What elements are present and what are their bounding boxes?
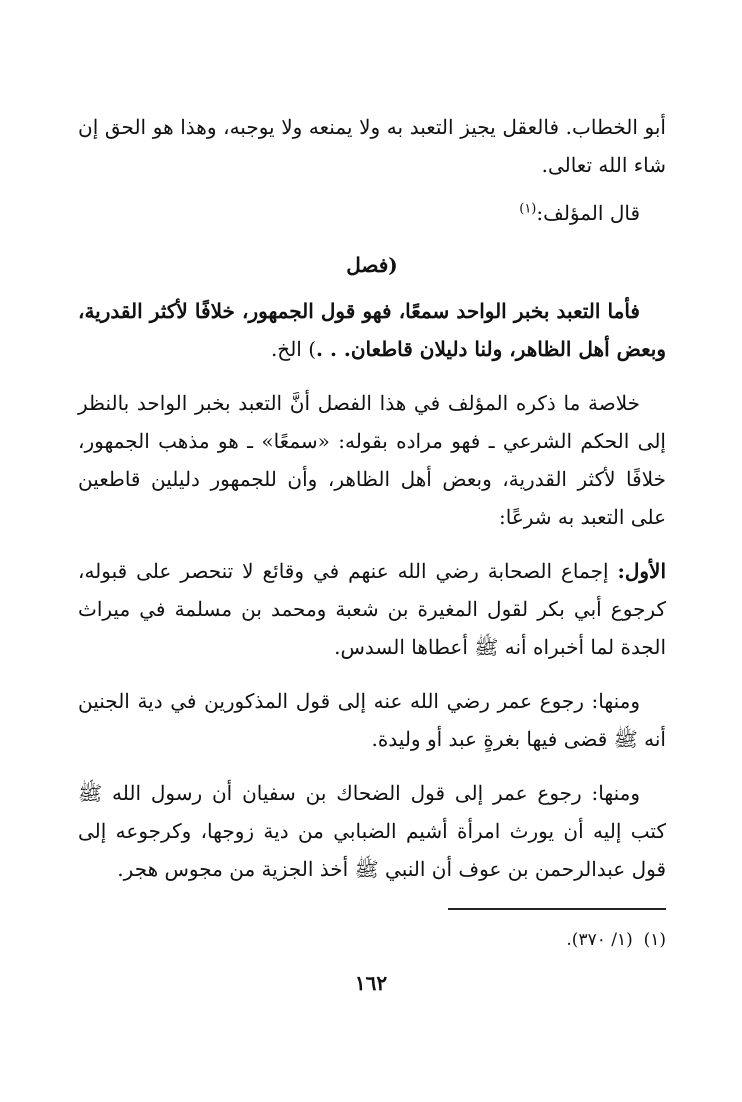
- paragraph-third-evidence: ومنها: رجوع عمر إلى قول الضحاك بن سفيان أن رسول الله ﷺ كتب إليه أن يورث امرأة أشيم الضبابي من دية زوجها، وكرجوعه إلى قول عبدالرحمن بن عوف أن النبي ﷺ أخذ الجزية من مجوس هجر.: [78, 781, 666, 881]
- paragraph-opening: أبو الخطاب. فالعقل يجيز التعبد به ولا يمنعه ولا يوجبه، وهذا هو الحق إن شاء الله تعالى.: [78, 115, 666, 177]
- footnote-ref: (١): [519, 201, 537, 217]
- paragraph-second-evidence: ومنها: رجوع عمر رضي الله عنه إلى قول المذكورين في دية الجنين أنه ﷺ قضى فيها بغرةٍ عبد أو وليدة.: [78, 689, 666, 751]
- footnote: [400, 926, 666, 954]
- footnote-divider: [448, 908, 666, 910]
- footnote-text: (١/ ٣٧٠).: [566, 930, 633, 950]
- page-body: [78, 108, 666, 888]
- author-line: [78, 194, 666, 232]
- quoted-text-tail: ) الخ.: [270, 337, 317, 361]
- quoted-text: [78, 292, 666, 368]
- footnote-number: (١): [643, 930, 666, 950]
- first-text: إجماع الصحابة رضي الله عنهم في وقائع لا تنحصر على قبوله، كرجوع أبي بكر لقول المغيرة بن شعبة ومحمد بن مسلمة في ميراث الجدة لما أخبراه أنه ﷺ أعطاها السدس.: [78, 559, 666, 659]
- quoted-text-bold: فأما التعبد بخبر الواحد سمعًا، فهو قول الجمهور، خلافًا لأكثر القدرية، وبعض أهل الظاهر، ولنا دليلان قاطعان. . .: [78, 299, 666, 361]
- paragraph-summary: خلاصة ما ذكره المؤلف في هذا الفصل أنَّ التعبد بخبر الواحد بالنظر إلى الحكم الشرعي ـ فهو مراده بقوله: «سمعًا» ـ هو مذهب الجمهور، خلافًا لأكثر القدرية، وبعض أهل الظاهر، وأن للجمهور دليلين قاطعين على التعبد به شرعًا:: [78, 391, 666, 529]
- paragraph-first-evidence: [78, 552, 666, 666]
- first-label: الأول:: [617, 559, 667, 583]
- author-label: قال المؤلف:: [536, 201, 640, 225]
- section-heading: (فصل: [346, 253, 398, 277]
- page-number: ١٦٢: [354, 971, 388, 995]
